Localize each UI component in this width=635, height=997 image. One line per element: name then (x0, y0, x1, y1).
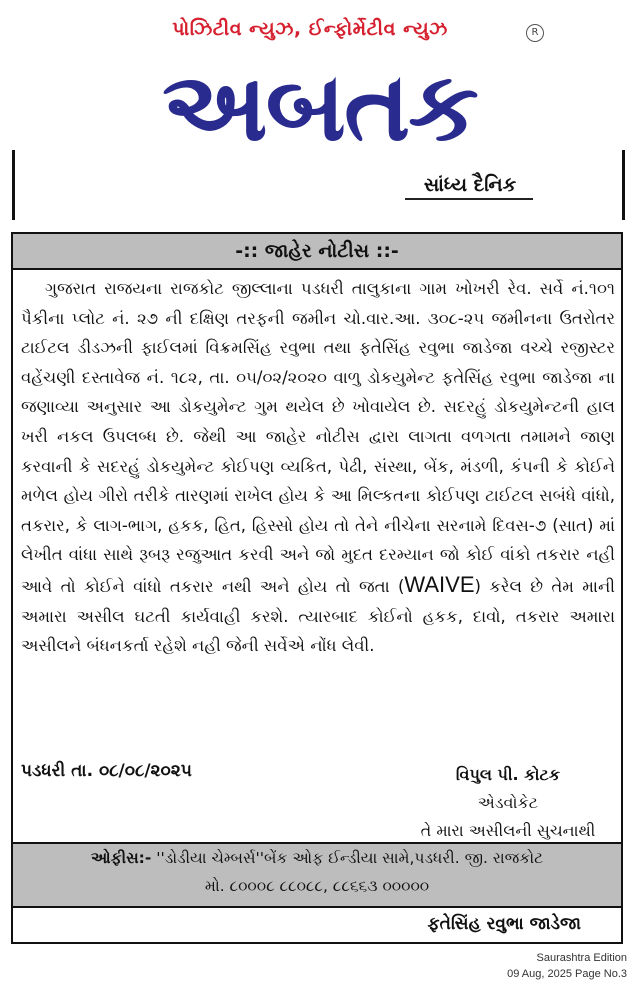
office-address-band (13, 842, 621, 908)
public-notice-box (11, 232, 623, 944)
signatory-note: તે મારા અસીલની સુચનાથી (420, 821, 596, 840)
signatory-name: વિપુલ પી. કોટક (455, 765, 561, 784)
logo-text: અબતક (162, 50, 477, 163)
registered-trademark-icon: R (526, 24, 544, 42)
masthead (0, 0, 635, 218)
client-name: ફતેસિંહ રવુભા જાડેજા (427, 914, 581, 934)
notice-body (21, 274, 615, 661)
signatory-title: એડવોકેટ (477, 793, 539, 812)
edition-name: Saurashtra Edition (536, 952, 627, 964)
office-label: ઓફીસ:- (90, 849, 152, 867)
notice-date: પડધરી તા. ૦૮/૦૮/૨૦૨૫ (21, 761, 192, 781)
notice-title: -:: જાહેર નોટીસ ::- (13, 234, 621, 270)
column-rule-left (12, 150, 15, 220)
edition-date-page: 09 Aug, 2025 Page No.3 (507, 968, 627, 980)
column-rule-right (622, 150, 625, 220)
edition-info (507, 950, 627, 982)
masthead-tagline: પોઝિટીવ ન્યુઝ, ઈન્ફોર્મેટીવ ન્યુઝ (172, 18, 448, 40)
newspaper-logo (92, 44, 547, 170)
office-address: ''ડોડીયા ચેમ્બર્સ''બેંક ઓફ ઈન્ડીયા સામે,પડધરી. જી. રાજકોટ (156, 849, 544, 867)
notice-body-text-2: ) કરેલ છે તેમ માની અમારા અસીલ ઘટતી કાર્યવાહી કરશે. ત્યારબાદ કોઈનો હકક, દાવો, તકરાર અમારા અસીલને બંધનકર્તા રહેશે નહી જેની સર્વેએ નોંધ લેવી. (21, 576, 615, 656)
signature-block (413, 761, 603, 845)
notice-waive-word: WAIVE (404, 571, 475, 597)
masthead-subbrand: સાંધ્ય દૈનિક (423, 174, 517, 196)
office-phone: મો. ૮૦૦૦૮ ૮૮૦૮૮, ૮૮૬૬૩ ૦૦૦૦૦ (204, 877, 430, 895)
subbrand-underline (405, 198, 533, 200)
notice-body-text-1: ગુજરાત રાજયના રાજકોટ જીલ્લાના પડધરી તાલુકાના ગામ ખોખરી રેવ. સર્વે નં.૧૦૧ પૈકીના પ્લોટ નં. ૨૭ ની દક્ષિણ તરફની જમીન ચો.વાર.આ. ૩૦૮-૨૫ જમીનના ઉતરોતર ટાઈટલ ડીડઝની ફાઈલમાં વિક્રમસિંહ રવુભા તથા ફતેસિંહ રવુભા જાડેજા વચ્ચે રજીસ્ટર વહેંચણી દસ્તાવેજ નં. ૧૮૨, તા. ૦૫/૦૨/૨૦૨૦ વાળુ ડોકયુમેન્ટ ફતેસિંહ રવુભા જાડેજા ના જણાવ્યા અનુસાર આ ડોકયુમેન્ટ ગુમ થયેલ છે ખોવાયેલ છે. સદરહું ડોકયુમેન્ટની હાલ ખરી નકલ ઉપલબ્ધ છે. જેથી આ જાહેર નોટીસ દ્વારા લાગતા વળગતા તમામને જાણ કરવાની કે સદરહું ડોકયુમેન્ટ કોઈપણ વ્યકિત, પેઢી, સંસ્થા, બેંક, મંડળી, કંપની કે કોઈને મળેલ હોય ગીરો તરીકે તારણમાં રાખેલ હોય કે આ મિલ્કતના કોઈપણ ટાઈટલ સબંધે વાંધો, તકરાર, કે લાગ-ભાગ, હકક, હિત, હિસ્સો હોય તો તેને નીચેના સરનામે દિવસ-૭ (સાત) માં લેખીત વાંધા સાથે રૂબરૂ રજુઆત કરવી અને જો મુદત દરમ્યાન જો કોઈ વાંકો તકરાર નહી આવે તો કોઈને વાંધો તકરાર નથી અને હોય તો જતા ( (21, 279, 615, 596)
